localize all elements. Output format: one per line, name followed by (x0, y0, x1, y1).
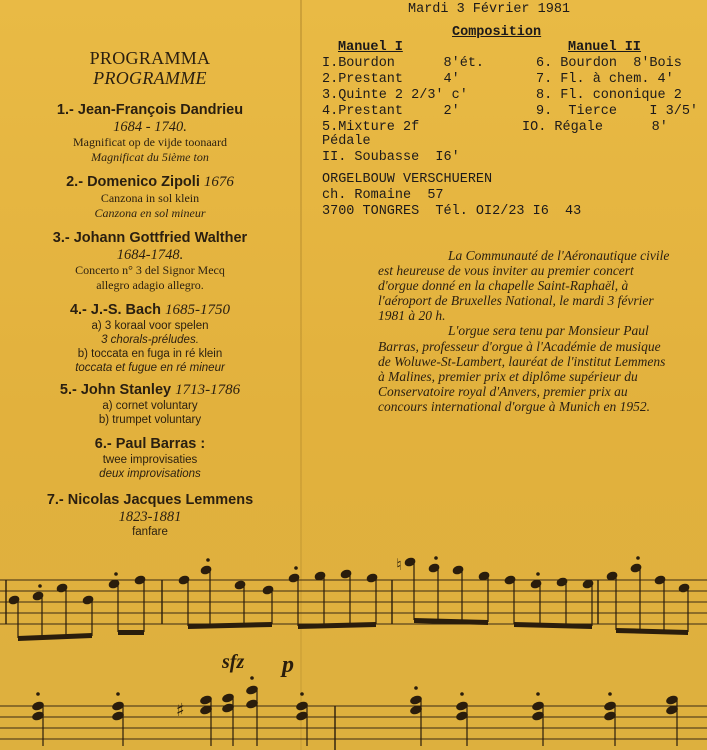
manuel-1-heading: Manuel I (338, 40, 403, 55)
music-score-illustration (0, 540, 707, 750)
lower-stems (43, 690, 677, 746)
composer-name: Jean-François Dandrieu (77, 102, 244, 118)
work-title-fr: Magnificat du 5ième ton (91, 150, 209, 164)
composer-dates: 1823-1881 (118, 509, 182, 525)
programme-item-2 (0, 174, 300, 221)
composer-dates: 1685-1750 (165, 302, 231, 318)
invitation-paragraph-1: La Communauté de l'Aéronautique civile est heureuse de vous inviter au premier concert d'orgue donné en la chapelle Saint-Raphaël, à l'aéroport de Bruxelles National, le mardi 3 février 1981 à 20 h. (378, 248, 670, 324)
concert-date: Mardi 3 Février 1981 (408, 2, 571, 17)
work-title: Concerto n° 3 del Signor Mecq (75, 263, 225, 277)
programme-title (0, 48, 300, 88)
manuel-2-heading: Manuel II (568, 40, 641, 55)
composer-name: J.-S. Bach (90, 302, 162, 318)
item-number: 3.- (52, 230, 70, 246)
item-number: 5.- (59, 382, 77, 398)
programme-item-1 (0, 102, 300, 165)
upper-notes (8, 557, 690, 605)
sharp-sign: ♯ (176, 700, 185, 721)
programme-item-3 (0, 230, 300, 293)
natural-sign: ♮ (396, 555, 402, 574)
item-number: 6.- (94, 436, 112, 452)
work-a-fr: 3 chorals-préludes. (101, 334, 199, 346)
work-title: fanfare (132, 526, 168, 538)
work-fr: deux improvisations (99, 468, 201, 480)
stop-manuel1-2: 2.Prestant 4' (322, 72, 460, 87)
programme-title-nl: PROGRAMMA (89, 48, 211, 68)
invitation-paragraph-2: L'orgue sera tenu par Monsieur Paul Barras, professeur d'orgue à l'Académie de musique de Woluwe-St-Lambert, lauréat de l'institut Lemmens à Malines, premier prix et diplôme supérieur du Conservatoire royal d'Anvers, premier prix au concours international d'orgue à Munich en 1952. (378, 323, 666, 414)
work-b: b) trumpet voluntary (98, 414, 202, 426)
programme-item-6 (0, 436, 300, 481)
lower-chords (31, 684, 679, 722)
item-number: 7.- (46, 492, 64, 508)
work-b-nl: b) toccata en fuga in ré klein (77, 348, 223, 360)
work-title-nl: Canzona in sol klein (100, 191, 200, 205)
stop-manuel2-5: IO. Régale 8' (522, 120, 668, 135)
composer-name: Johann Gottfried Walther (73, 230, 248, 246)
work-nl: twee improvisaties (102, 454, 198, 466)
upper-staff (0, 580, 707, 624)
builder-name: ORGELBOUW VERSCHUEREN (322, 172, 493, 187)
lower-staff (0, 706, 707, 739)
invitation-text (378, 248, 670, 414)
builder-city-phone: 3700 TONGRES Tél. OI2/23 I6 43 (322, 204, 582, 219)
work-a: a) cornet voluntary (102, 400, 198, 412)
stop-manuel2-1: 6. Bourdon 8'Bois (536, 56, 682, 71)
programme-item-7 (0, 492, 300, 539)
work-title-fr: Canzona en sol mineur (94, 206, 206, 220)
dynamic-sfz: sfz (222, 651, 245, 673)
stop-manuel2-3: 8. Fl. cononique 2 (536, 88, 682, 103)
composer-dates: 1684-1748. (116, 247, 184, 263)
stop-manuel1-5: 5.Mixture 2f (322, 120, 420, 135)
programme-item-5 (0, 382, 300, 427)
dynamic-p: p (282, 652, 294, 678)
composer-name: Nicolas Jacques Lemmens (67, 492, 254, 508)
stop-pedale-1: II. Soubasse I6' (322, 150, 460, 165)
composer-name: Paul Barras : (115, 436, 206, 452)
lower-staccato-dots (36, 676, 612, 696)
staccato-dots (38, 556, 640, 588)
stop-manuel1-3: 3.Quinte 2 2/3' c' (322, 88, 468, 103)
composer-dates: 1676 (203, 174, 234, 190)
barlines (6, 580, 598, 750)
composer-dates: 1684 - 1740. (113, 119, 187, 135)
composition-heading: Composition (452, 25, 542, 40)
programme-title-fr: PROGRAMME (93, 68, 207, 88)
work-movements: allegro adagio allegro. (96, 278, 204, 292)
work-a-nl: a) 3 koraal voor spelen (91, 320, 209, 332)
builder-street: ch. Romaine 57 (322, 188, 444, 203)
work-title-nl: Magnificat op de vijde toonaard (73, 135, 227, 149)
pedale-heading: Pédale (322, 134, 371, 149)
stop-manuel2-2: 7. Fl. à chem. 4' (536, 72, 674, 87)
stop-manuel1-4: 4.Prestant 2' (322, 104, 460, 119)
composer-dates: 1713-1786 (175, 382, 241, 398)
stop-manuel1-1: I.Bourdon 8'ét. (322, 56, 485, 71)
composer-name: Domenico Zipoli (87, 174, 200, 190)
work-b-fr: toccata et fugue en ré mineur (75, 362, 225, 374)
item-number: 4.- (69, 302, 87, 318)
programme-column (0, 0, 300, 560)
item-number: 2.- (66, 174, 84, 190)
stop-manuel2-4: 9. Tierce I 3/5' (536, 104, 699, 119)
composer-name: John Stanley (80, 382, 172, 398)
programme-item-4 (0, 302, 300, 375)
item-number: 1.- (56, 102, 74, 118)
